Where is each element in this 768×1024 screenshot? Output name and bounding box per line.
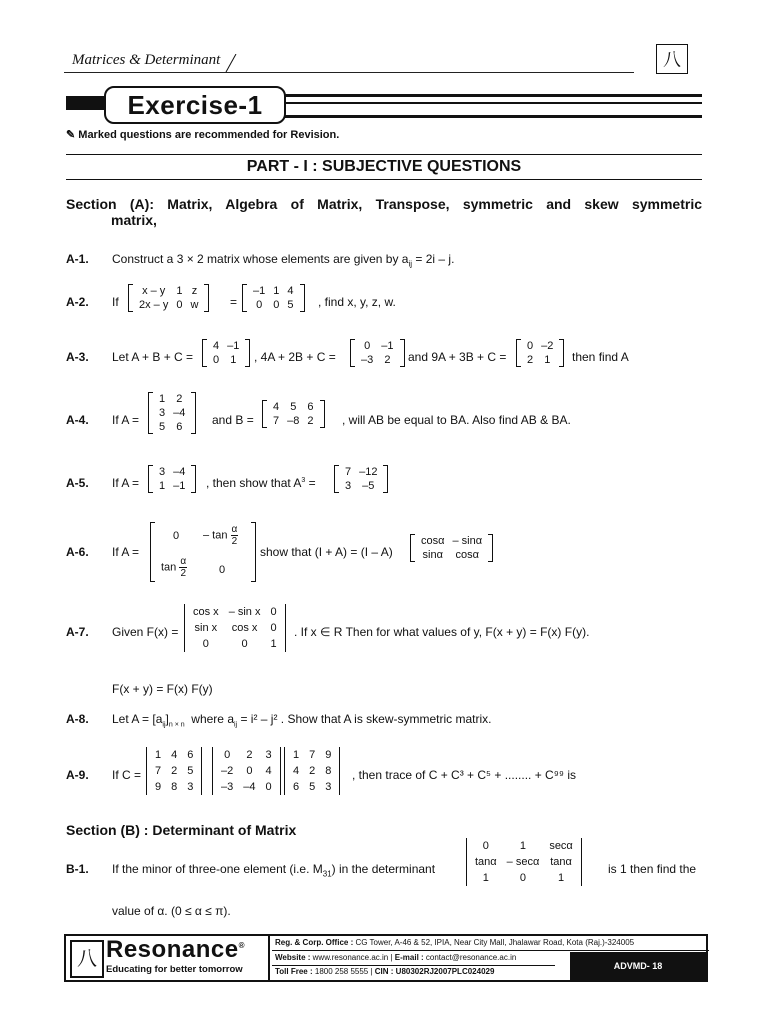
question-a2-tail: , find x, y, z, w. xyxy=(318,295,396,309)
matrix-cell: 7 xyxy=(273,415,280,427)
matrix-cell: 2 xyxy=(246,749,253,761)
exercise-title: Exercise-1 xyxy=(104,86,286,124)
question-label: A-5. xyxy=(66,476,89,490)
matrix-cell: 2 xyxy=(171,765,178,777)
footer-info xyxy=(272,936,706,980)
section-b-heading: Section (B) : Determinant of Matrix xyxy=(66,822,297,838)
matrix xyxy=(202,339,250,367)
matrix xyxy=(212,747,281,795)
matrix-cell: 3 xyxy=(265,749,272,761)
matrix-cell: 8 xyxy=(325,765,332,777)
matrix-cell: 0 xyxy=(256,299,263,311)
matrix xyxy=(334,465,388,493)
matrix-cell: 4 xyxy=(273,401,280,413)
matrix-cell: 2x – y xyxy=(139,299,169,311)
question-a8: Let $A = [a_{ij}]_{n \times n}$ where $a_{ij} = i^2 - j^2$ . Show that A is skew-symmetric matrix. xyxy=(112,712,492,729)
footer xyxy=(64,934,708,982)
header-slash xyxy=(224,54,238,74)
matrix-cell: 3 xyxy=(159,407,166,419)
matrix xyxy=(516,339,564,367)
matrix-cell: 3 xyxy=(345,480,352,492)
chapter-title: Matrices & Determinant xyxy=(72,52,221,68)
matrix-cell: 0 xyxy=(265,781,272,793)
matrix-cell: 0 xyxy=(364,340,371,352)
question-a5-text1: If A = xyxy=(112,476,140,490)
determinant xyxy=(466,838,582,886)
matrix-cell: tanα xyxy=(550,856,572,868)
question-a1: Construct a 3 × 2 matrix whose elements are given by $a_{ij} = 2i - j$. xyxy=(112,252,455,269)
marked-note: ✎ Marked questions are recommended for Revision. xyxy=(66,129,340,141)
matrix-cell: –8 xyxy=(287,415,300,427)
page-code: ADVMD- 18 xyxy=(570,952,706,980)
matrix-cell: –5 xyxy=(362,480,375,492)
matrix-cell: 7 xyxy=(345,466,352,478)
matrix-cell: 1 xyxy=(230,354,237,366)
matrix-cell: 6 xyxy=(307,401,314,413)
matrix-cell: 2 xyxy=(307,415,314,427)
matrix-cell: 0 xyxy=(527,340,534,352)
matrix-cell: 9 xyxy=(155,781,162,793)
question-label: A-8. xyxy=(66,712,89,726)
matrix-cell: –2 xyxy=(221,765,234,777)
question-a9-text1: If C = xyxy=(112,768,142,782)
matrix-cell: sin x xyxy=(194,622,218,634)
matrix xyxy=(262,400,325,428)
matrix xyxy=(146,747,202,795)
matrix-cell: 0 xyxy=(270,622,277,634)
matrix-cell: –3 xyxy=(221,781,234,793)
matrix-cell: 5 xyxy=(187,765,194,777)
matrix-cell: 4 xyxy=(213,340,220,352)
matrix-cell: 4 xyxy=(287,285,294,297)
matrix-cell: 5 xyxy=(159,421,166,433)
question-a2-if: If xyxy=(112,295,119,309)
question-a4-text3: , will AB be equal to BA. Also find AB & BA. xyxy=(342,413,571,427)
question-a4-text1: If A = xyxy=(112,413,140,427)
matrix-cell: 1 xyxy=(519,840,527,852)
question-a7-text2: . If x ∈ R Then for what values of y, F(x + y) = F(x) F(y). xyxy=(294,625,590,639)
matrix xyxy=(128,284,209,312)
matrix-cell: –4 xyxy=(173,466,186,478)
question-label: B-1. xyxy=(66,862,89,876)
matrix-cell: 1 xyxy=(159,480,166,492)
matrix-cell: tanα xyxy=(475,856,497,868)
matrix-cell: cosα xyxy=(455,549,480,561)
matrix xyxy=(184,604,286,652)
matrix-cell: 1 xyxy=(155,749,162,761)
matrix-cell: –4 xyxy=(173,407,186,419)
footer-office: Reg. & Corp. Office : CG Tower, A-46 & 52, IPIA, Near City Mall, Jhalawar Road, Kota (Raj.)-324005 xyxy=(272,936,709,951)
matrix-cell: 5 xyxy=(287,299,294,311)
matrix xyxy=(148,465,196,493)
matrix-cell: 0 xyxy=(270,606,277,618)
question-a4-text2: and B = xyxy=(212,413,254,427)
matrix-cell: 0 xyxy=(176,299,183,311)
question-label: A-4. xyxy=(66,413,89,427)
matrix-cell: 0 xyxy=(273,299,280,311)
question-a3-text3: and 9A + 3B + C = xyxy=(408,350,507,364)
matrix xyxy=(284,747,340,795)
matrix-cell: 6 xyxy=(293,781,300,793)
question-b1-text1: If the minor of three-one element (i.e. $M_{31}$) in the determinant xyxy=(112,862,436,879)
matrix-cell: 9 xyxy=(325,749,332,761)
matrix-cell: 1 xyxy=(557,872,565,884)
matrix-cell: –2 xyxy=(541,340,554,352)
matrix-cell: 0 xyxy=(519,872,527,884)
matrix xyxy=(242,284,305,312)
matrix-cell: z xyxy=(191,285,198,297)
matrix xyxy=(148,392,196,434)
question-a6-text1: If A = xyxy=(112,545,140,559)
question-label: A-1. xyxy=(66,252,89,266)
question-label: A-9. xyxy=(66,768,89,782)
resonance-logo-icon: 八 xyxy=(656,44,688,74)
matrix-cell: 0 xyxy=(202,638,209,650)
matrix-cell: 6 xyxy=(187,749,194,761)
matrix xyxy=(410,534,493,562)
matrix-cell: –1 xyxy=(253,285,266,297)
matrix-cell: cos x xyxy=(231,622,258,634)
question-a7-text3: F(x + y) = F(x) F(y) xyxy=(112,682,213,696)
matrix-cell: – sin x xyxy=(228,606,261,618)
matrix-cell: 5 xyxy=(309,781,316,793)
matrix-cell: 4 xyxy=(265,765,272,777)
matrix-cell: 7 xyxy=(309,749,316,761)
matrix-cell: 1 xyxy=(544,354,551,366)
matrix-cell: 3 xyxy=(159,466,166,478)
brand-name: Resonance xyxy=(106,936,239,963)
matrix-cell: sinα xyxy=(422,549,443,561)
matrix xyxy=(350,339,405,367)
matrix-cell: 3 xyxy=(325,781,332,793)
matrix-cell: –1 xyxy=(381,340,394,352)
question-b1-text3: is 1 then find the xyxy=(608,862,697,876)
resonance-logo-icon: 八 xyxy=(70,940,104,978)
matrix-cell: 7 xyxy=(155,765,162,777)
part-title: PART - I : SUBJECTIVE QUESTIONS xyxy=(66,154,702,180)
matrix-cell: 0 xyxy=(213,354,220,366)
matrix-cell: 2 xyxy=(384,354,391,366)
matrix-cell: 5 xyxy=(290,401,297,413)
question-label: A-2. xyxy=(66,295,89,309)
matrix-cell: 2 xyxy=(527,354,534,366)
brand-tagline: Educating for better tomorrow xyxy=(106,964,243,975)
matrix-cell: secα xyxy=(549,840,573,852)
question-a9-text2: , then trace of C + C³ + C⁵ + ........ + C⁹⁹ is xyxy=(352,768,576,782)
question-a6-text2: show that (I + A) = (I – A) xyxy=(260,545,393,559)
matrix-cell: 2 xyxy=(309,765,316,777)
matrix-cell: 0 xyxy=(246,765,253,777)
section-a-heading: Section (A): Matrix, Algebra of Matrix, Transpose, symmetric and skew symmetric matrix, xyxy=(66,196,702,228)
header-rule xyxy=(64,72,634,73)
matrix-cell: –4 xyxy=(243,781,256,793)
matrix-cell: –12 xyxy=(359,466,378,478)
question-a7-text1: Given F(x) = xyxy=(112,625,179,639)
equals-sign: = xyxy=(230,295,238,309)
matrix-cell: 1 xyxy=(482,872,489,884)
question-b1-text4: value of α. (0 ≤ α ≤ π). xyxy=(112,904,231,918)
matrix-cell: 3 xyxy=(187,781,194,793)
pencil-icon: ✎ xyxy=(66,129,79,141)
matrix-cell: 0 xyxy=(482,840,489,852)
matrix-cell: 1 xyxy=(273,285,280,297)
matrix-cell: x – y xyxy=(142,285,166,297)
matrix-cell: – secα xyxy=(506,856,540,868)
matrix-cell: 0 xyxy=(241,638,248,650)
matrix-cell: 4 xyxy=(293,765,300,777)
matrix-cell: 6 xyxy=(176,421,183,433)
footer-tollfree: Toll Free : 1800 258 5555 | CIN : U80302RJ2007PLC024029 xyxy=(275,967,495,976)
matrix-cell: w xyxy=(190,299,199,311)
question-label: A-6. xyxy=(66,545,89,559)
footer-logo: 八 Resonance® Educating for better tomorrow xyxy=(66,936,270,980)
matrix-cell: cosα xyxy=(421,535,445,547)
question-a3-text2: , 4A + 2B + C = xyxy=(254,350,336,364)
footer-contact: Website : www.resonance.ac.in | E-mail : contact@resonance.ac.in xyxy=(272,951,555,966)
matrix-cell: –3 xyxy=(361,354,374,366)
matrix-cell: – sinα xyxy=(452,535,483,547)
matrix-cell: cos x xyxy=(193,606,219,618)
question-a3-text4: then find A xyxy=(572,350,629,364)
matrix-cell: 8 xyxy=(171,781,178,793)
matrix-cell: 2 xyxy=(176,393,183,405)
matrix-cell: –1 xyxy=(227,340,240,352)
question-label: A-7. xyxy=(66,625,89,639)
matrix-cell: 1 xyxy=(159,393,166,405)
question-a5-text2: , then show that $A^3$ = xyxy=(206,476,316,490)
matrix-cell: 1 xyxy=(270,638,277,650)
question-a3-text1: Let A + B + C = xyxy=(112,350,194,364)
matrix-a6: 0 – tan $\frac{\alpha}{2}$ tan $\frac{\alpha}{2}$ 0 xyxy=(150,522,256,582)
matrix-cell: –1 xyxy=(173,480,186,492)
matrix-cell: 1 xyxy=(176,285,183,297)
question-label: A-3. xyxy=(66,350,89,364)
matrix-cell: 4 xyxy=(171,749,178,761)
matrix-cell: 0 xyxy=(224,749,231,761)
matrix-cell: 1 xyxy=(293,749,300,761)
